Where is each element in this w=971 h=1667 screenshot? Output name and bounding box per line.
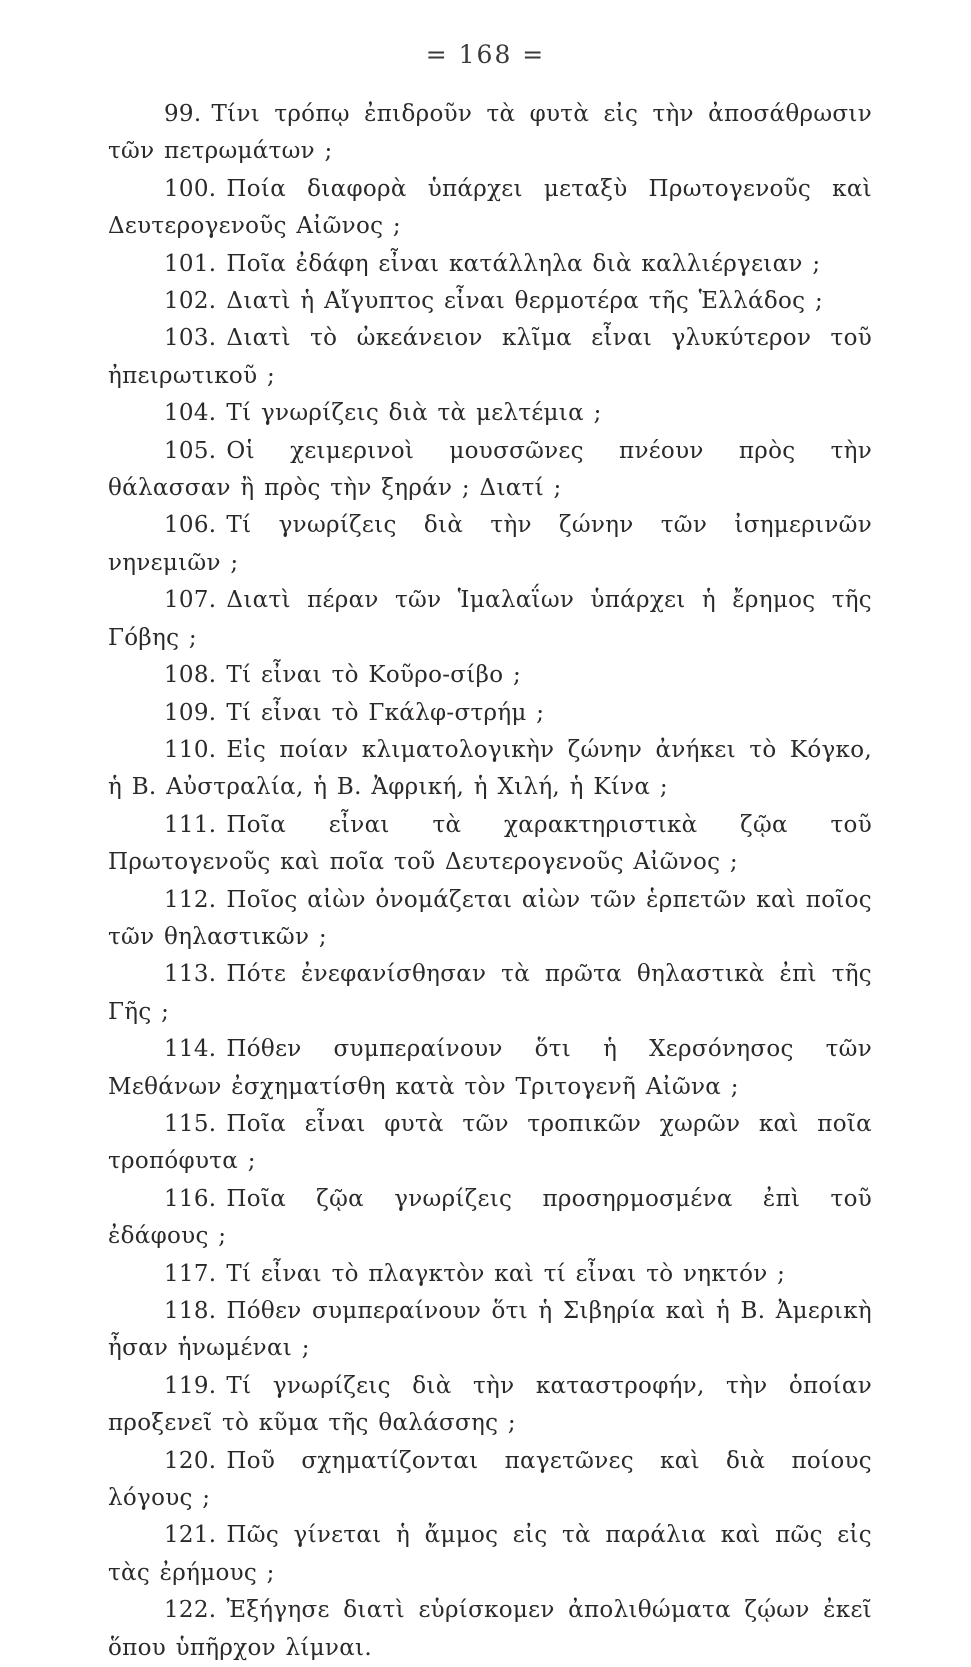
question-number: 118. [164,1298,217,1324]
question-item [108,1443,872,1518]
question-number: 105. [164,437,217,464]
question-text: Τί γνωρίζεις διὰ τὴν ζώνην τῶν ἰσημερινῶν νηνεμιῶν ; [108,512,872,576]
question-number: 122. [164,1597,217,1624]
question-number: 106. [164,512,217,539]
question-item [108,807,872,882]
question-item [108,732,872,807]
question-number: 103. [164,325,217,352]
question-item [108,171,872,246]
question-item [108,246,872,283]
question-text: Πόθεν συμπεραίνουν ὅτι ἡ Σιβηρία καὶ ἡ Β. Ἀμερικὴ ἦσαν ἡνωμέναι ; [108,1298,872,1362]
question-text: Διατὶ πέραν τῶν Ἱμαλαΐων ὑπάρχει ἡ ἔρημος τῆς Γόβης ; [108,587,872,651]
question-number: 107. [164,587,217,614]
question-text: Διατὶ ἡ Αἴγυπτος εἶναι θερμοτέρα τῆς Ἑλλάδος ; [226,288,823,315]
question-text: Ποῖα ἐδάφη εἶναι κατάλληλα διὰ καλλιέργειαν ; [226,250,821,277]
question-text: Οἱ χειμερινοὶ μουσσῶνες πνέουν πρὸς τὴν θάλασσαν ἢ πρὸς τὴν ξηράν ; Διατί ; [108,437,872,502]
question-text: Ἐξήγησε διατὶ εὑρίσκομεν ἀπολιθώματα ζῴων ἐκεῖ ὅπου ὑπῆρχον λίμναι. [108,1597,872,1661]
question-text: Τί εἶναι τὸ Κοῦρο-σίβο ; [226,662,522,689]
question-text: Τί εἶναι τὸ Γκάλφ-στρήμ ; [226,699,545,726]
question-number: 119. [164,1372,217,1399]
question-text: Πῶς γίνεται ἡ ἄμμος εἰς τὰ παράλια καὶ πῶς εἰς τὰς ἐρήμους ; [108,1522,872,1586]
question-number: 111. [164,811,217,838]
question-number: 100. [164,175,217,202]
question-text: Πότε ἐνεφανίσθησαν τὰ πρῶτα θηλαστικὰ ἐπὶ τῆς Γῆς ; [108,961,872,1025]
question-number: 120. [164,1447,217,1474]
question-text: Τί γνωρίζεις διὰ τὴν καταστροφήν, τὴν ὁποίαν προξενεῖ τὸ κῦμα τῆς θαλάσσης ; [108,1372,872,1437]
question-text: Ποῖα εἶναι τὰ χαρακτηριστικὰ ζῷα τοῦ Πρωτογενοῦς καὶ ποῖα τοῦ Δευτερογενοῦς Αἰῶνος ; [108,811,872,876]
question-list [108,96,872,1667]
question-text: Πόθεν συμπεραίνουν ὅτι ἡ Χερσόνησος τῶν Μεθάνων ἐσχηματίσθη κατὰ τὸν Τριτογενῆ Αἰῶνα ; [108,1036,872,1100]
question-number: 108. [164,662,217,689]
question-text: Εἰς ποίαν κλιματολογικὴν ζώνην ἀνήκει τὸ Κόγκο, ἡ Β. Αὐστραλία, ἡ Β. Ἀφρική, ἡ Χιλή, ἡ Κίνα ; [108,736,872,801]
question-number: 101. [164,250,217,277]
question-text: Τί γνωρίζεις διὰ τὰ μελτέμια ; [226,400,602,427]
question-text: Τί εἶναι τὸ πλαγκτὸν καὶ τί εἶναι τὸ νηκτόν ; [226,1260,786,1287]
question-item [108,1106,872,1181]
question-item [108,1181,872,1256]
question-item [108,956,872,1031]
question-item [108,882,872,957]
question-item [108,1517,872,1592]
question-item [108,657,872,694]
question-item [108,1293,872,1368]
question-number: 114. [164,1036,217,1063]
page-number: = 168 = [425,40,546,69]
question-item [108,1031,872,1106]
question-number: 117. [164,1260,217,1287]
question-text: Ποῖα εἶναι φυτὰ τῶν τροπικῶν χωρῶν καὶ ποῖα τροπόφυτα ; [108,1110,872,1175]
question-number: 99. [164,101,202,127]
question-text: Ποῖα ζῷα γνωρίζεις προσηρμοσμένα ἐπὶ τοῦ ἐδάφους ; [108,1185,872,1250]
question-item [108,320,872,395]
question-item [108,395,872,432]
question-text: Διατὶ τὸ ὠκεάνειον κλῖμα εἶναι γλυκύτερον τοῦ ἠπειρωτικοῦ ; [108,325,872,389]
question-item [108,433,872,508]
question-item [108,1368,872,1443]
question-number: 121. [164,1522,217,1549]
question-text: Τίνι τρόπῳ ἐπιδροῦν τὰ φυτὰ εἰς τὴν ἀποσάθρωσιν τῶν πετρωμάτων ; [108,101,872,165]
question-item [108,96,872,171]
question-number: 112. [164,886,217,913]
question-number: 116. [164,1185,217,1212]
question-item [108,695,872,732]
question-text: Ποῖος αἰὼν ὀνομάζεται αἰὼν τῶν ἑρπετῶν καὶ ποῖος τῶν θηλαστικῶν ; [108,886,872,950]
question-item [108,1256,872,1293]
question-number: 102. [164,288,217,315]
question-number: 109. [164,699,217,726]
question-number: 110. [164,736,217,763]
question-number: 104. [164,400,217,427]
question-number: 115. [164,1110,217,1137]
question-item [108,1592,872,1667]
question-number: 113. [164,961,217,988]
question-item [108,283,872,320]
question-text: Ποῦ σχηματίζονται παγετῶνες καὶ διὰ ποίους λόγους ; [108,1447,872,1512]
question-item [108,582,872,657]
question-item [108,507,872,582]
question-text: Ποία διαφορὰ ὑπάρχει μεταξὺ Πρωτογενοῦς καὶ Δευτερογενοῦς Αἰῶνος ; [108,175,872,240]
